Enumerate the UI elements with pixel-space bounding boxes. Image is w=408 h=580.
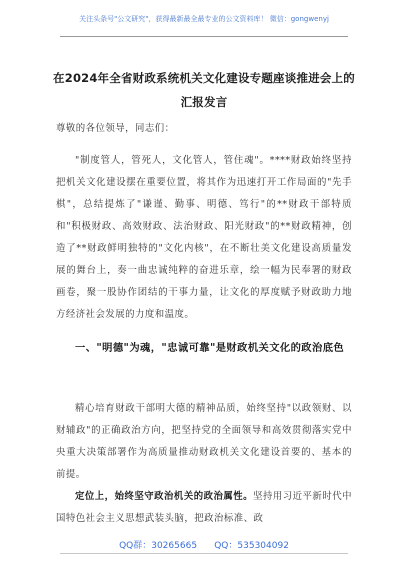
- paragraph-lead-bold: 定位上，始终坚守政治机关的政治属性。: [75, 491, 254, 502]
- document-title-line2: 汇报发言: [180, 95, 228, 109]
- section-heading-1: 一、"明德"为魂，"忠诚可靠"是财政机关文化的政治底色: [75, 342, 345, 354]
- salutation: 尊敬的各位领导，同志们：: [56, 123, 175, 134]
- paragraph-positioning-text: 坚持用习近平新时代中国特色社会主义思想武装头脑，把政治标准、政: [56, 491, 352, 524]
- footer-divider: [60, 553, 348, 554]
- footer-contact: [0, 538, 408, 551]
- paragraph-section1-body: 精心培育财政干部明大德的精神品质，始终坚持"以政领财、以财辅政"的正确政治方向，把坚持党的全面领导和高效贯彻落实党中央重大决策部署作为高质量推动财政机关文化建设首要的、基本的前提。: [56, 403, 352, 480]
- paragraph-intro: "制度管人，管死人，文化管人，管住魂"。****财政始终坚持把机关文化建设摆在重要位置，将其作为迅速打开工作局面的"先手棋"，总结提炼了"谦谨、勤事、明德、笃行"的**财政干部特质和"积极财政、高效财政、法治财政、阳光财政"的**财政精神，创造了**财政鲜明独特的"文化内核"，在不断壮美文化建设高质量发展的舞台上，奏一曲忠诚纯粹的奋进乐章，绘一幅为民奉署的财政画卷，聚一股协作团结的干事力量，让文化的厚度赋予财政助力地方经济社会发展的力度和温度。: [56, 155, 352, 320]
- document-title-line1: 在2024年全省财政系统机关文化建设专题座谈推进会上的: [53, 71, 355, 85]
- footer-qq: QQ：535304092: [214, 541, 289, 551]
- footer-qq-group: QQ群：30265665: [119, 541, 198, 551]
- paragraph-positioning: [56, 486, 352, 530]
- header-notice: 关注头条号"公文研究"，获得最新最全最专业的公文资料库！ 微信：gongwenyj: [79, 15, 329, 23]
- header-divider: [60, 36, 348, 37]
